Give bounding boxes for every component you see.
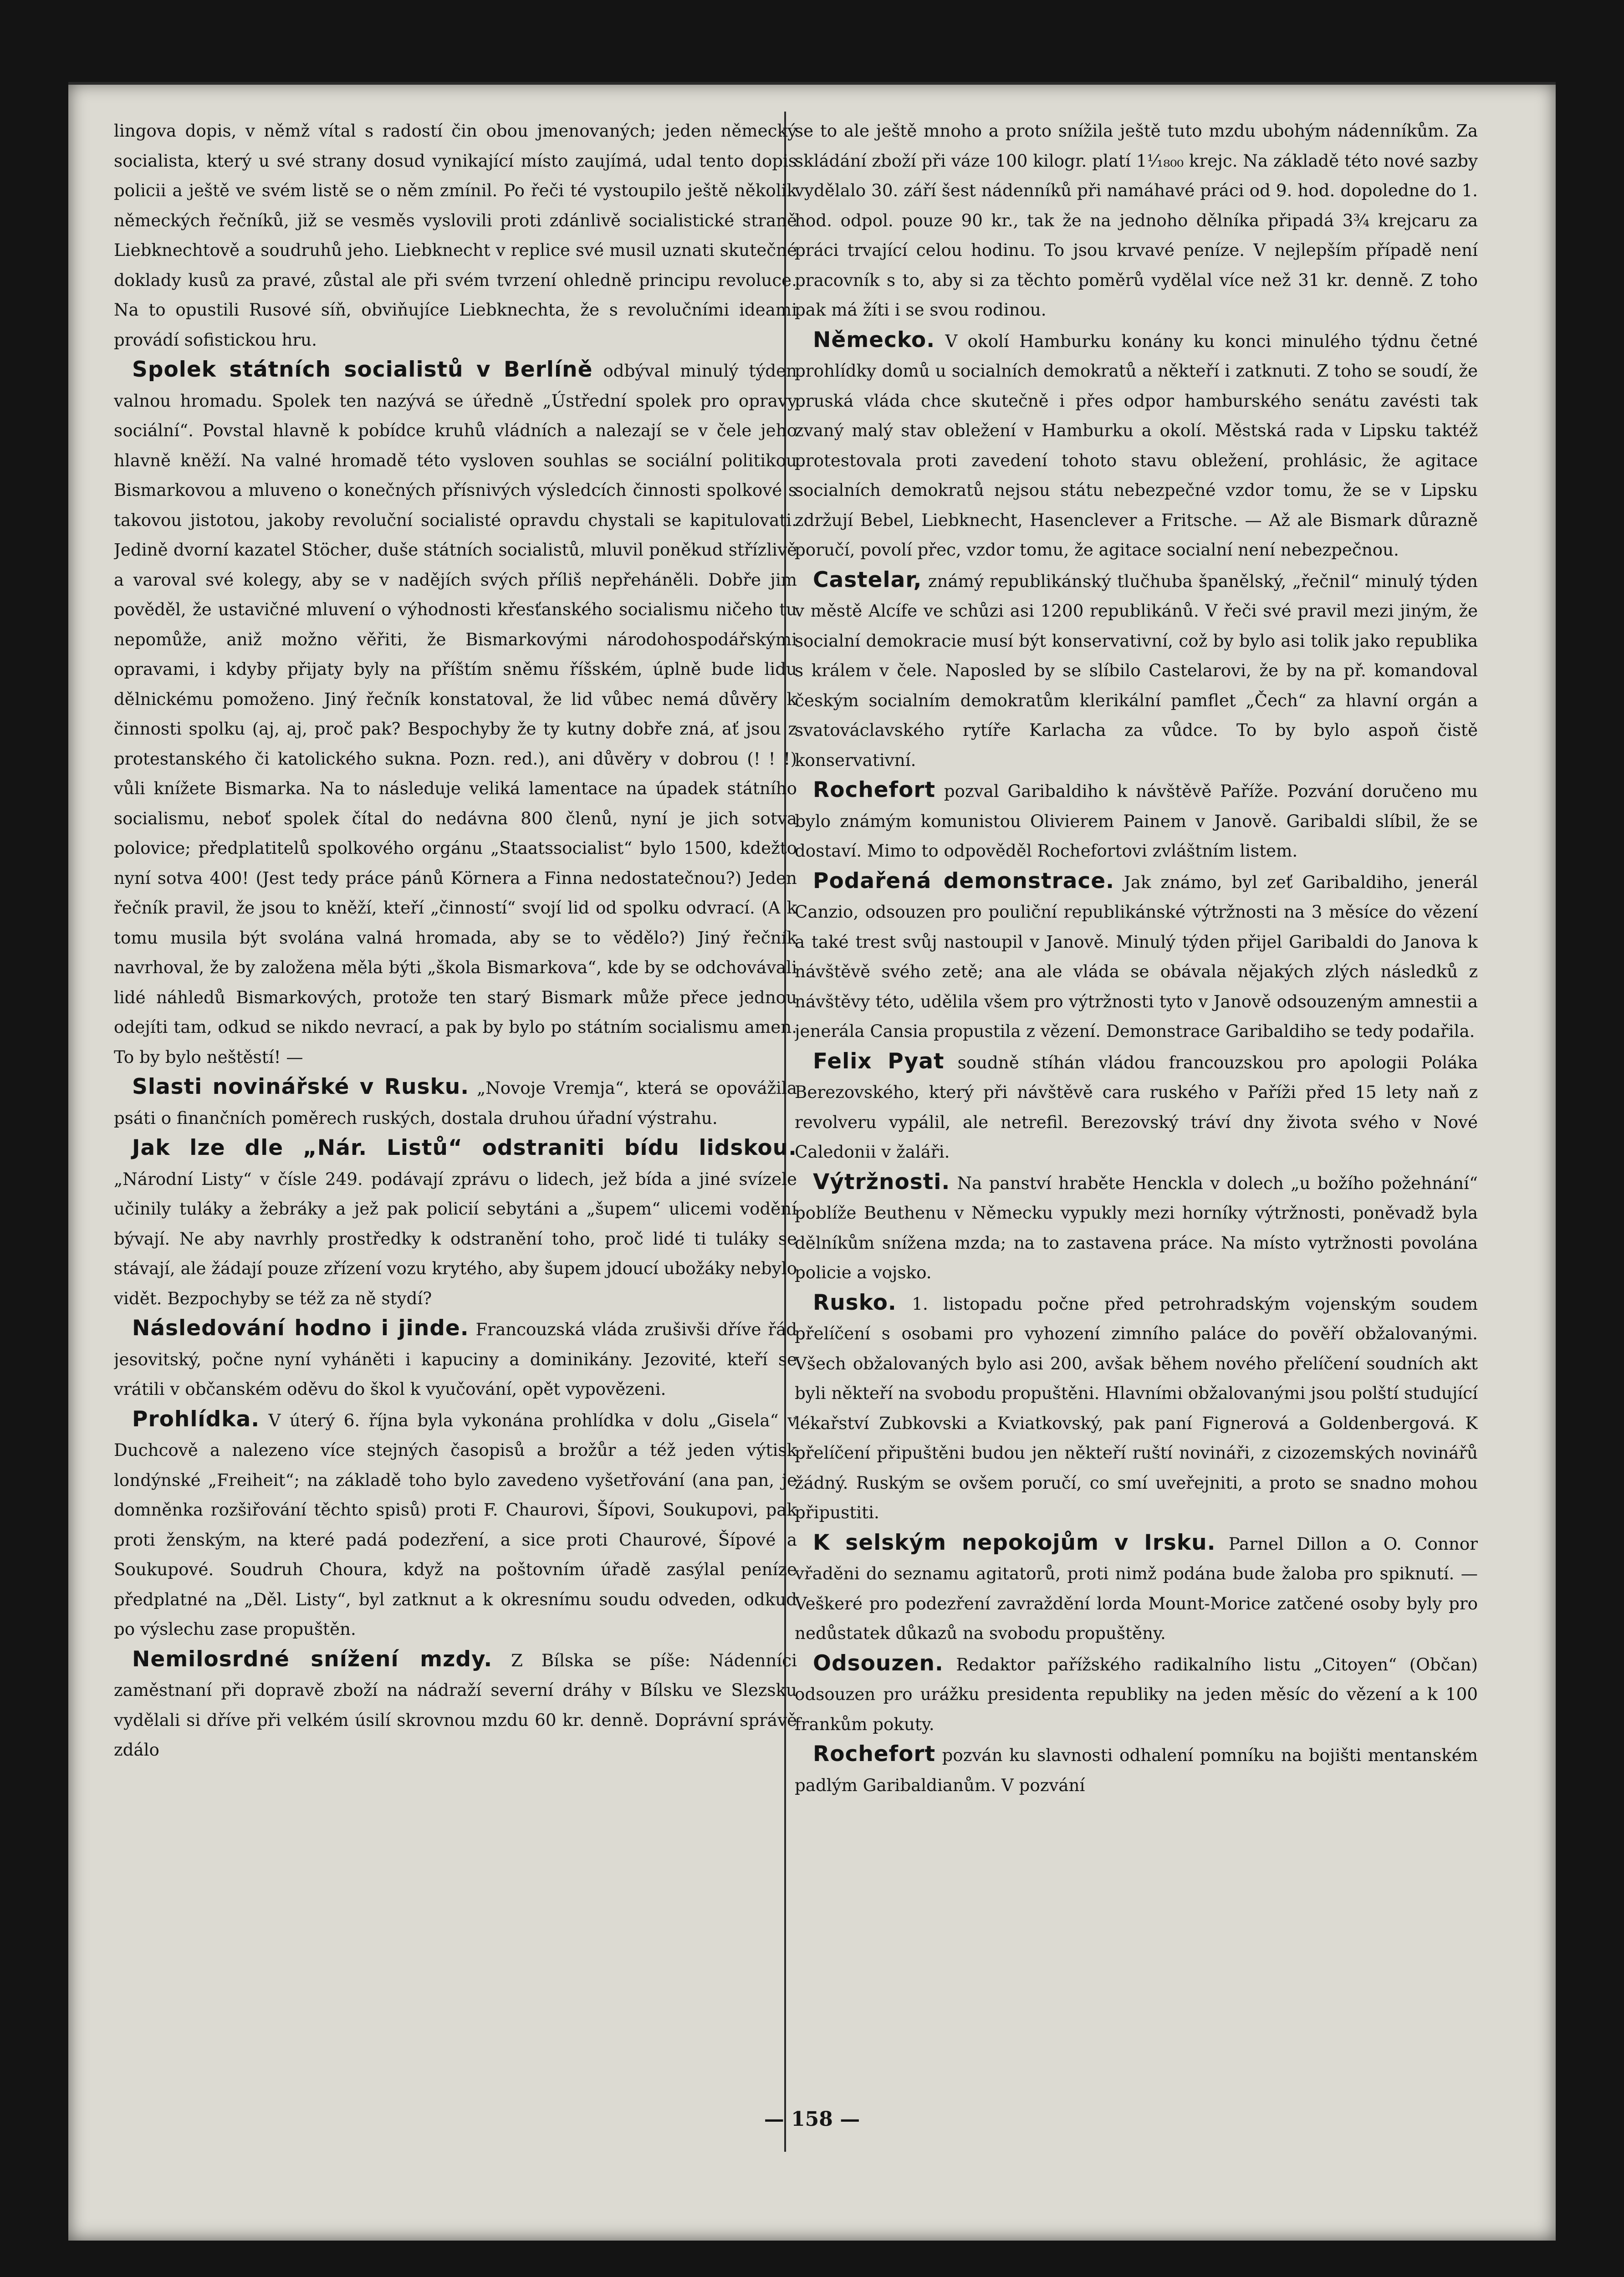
article-heading: Felix Pyat xyxy=(813,1048,945,1074)
article-paragraph xyxy=(795,1528,1478,1649)
article-text: V okolí Hamburku konány ku konci minulého týdnu četné prohlídky domů u socialních demokratů a někteří i zatknuti. Z toho se soudí, že pruská vláda chce skutečně i přes odpor hamburského senátu zavésti tak zvaný malý stav obležení v Hamburku a okolí. Městská rada v Lipsku taktéž protestovala proti zavedení tohoto stavu obležení, prohlásic, že agitace socialních demokratů nejsou státu nebezpečné vzdor tomu, že se v Lipsku zdržují Bebel, Liebknecht, Hasenclever a Fritsche. — Až ale Bismark důrazně poručí, povolí přec, vzdor tomu, že agitace socialní není nebezpečnou. xyxy=(795,331,1478,560)
article-paragraph xyxy=(114,1313,797,1404)
page-number: — 158 — xyxy=(764,2108,860,2131)
article-heading: Podařená demonstrace. xyxy=(813,868,1114,893)
article-heading: Rochefort xyxy=(813,777,936,802)
article-text: Z Bílska se píše: Nádenníci zaměstnaní při dopravě zboží na nádraží severní dráhy v Bílsku ve Slezsku vydělali si dříve při velkém úsilí skrovnou mzdu 60 kr. denně. Doprávní správě zdálo xyxy=(114,1650,797,1760)
article-paragraph xyxy=(795,1739,1478,1800)
article-paragraph xyxy=(795,1167,1478,1288)
article-heading: Výtržnosti. xyxy=(813,1169,950,1195)
article-paragraph xyxy=(114,116,797,355)
article-paragraph xyxy=(114,1133,797,1313)
article-text: V úterý 6. října byla vykonána prohlídka v dolu „Gisela“ v Duchcově a nalezeno více stejných časopisů a brožůr a též jeden výtisk londýnské „Freiheit“; na základě toho bylo zavedeno vyšetřování (ana pan, je domněnka rozšiřování těchto spisů) proti F. Chaurovi, Šípovi, Soukupovi, pak proti ženským, na které padá podezření, a sice proti Chaurové, Šípové a Soukupové. Soudruh Choura, když na poštovním úřadě zasýlal peníze předplatné na „Děl. Listy“, byl zatknut a k okresnímu soudu odveden, odkud po výslechu zase propuštěn. xyxy=(114,1410,797,1639)
article-heading: Následování hodno i jinde. xyxy=(132,1316,469,1341)
article-text: „Novoje Vremja“, která se opovážila psáti o finančních poměrech ruských, dostala druhou úřadní výstrahu. xyxy=(114,1078,797,1128)
article-text: odbýval minulý týden valnou hromadu. Spolek ten nazývá se úředně „Ústřední spolek pro opravy sociální“. Povstal hlavně k pobídce kruhů vládních a nalezají se v čele jeho hlavně kněží. Na valné hromadě této vysloven souhlas se sociální politikou Bismarkovou a mluveno o konečných přísnivých výsledcích činnosti spolkové s takovou jistotou, jakoby revoluční socialisté opravdu chystali se kapitulovati. Jedině dvorní kazatel Stöcher, duše státních socialistů, mluvil poněkud střízlivě a varoval své kolegy, aby se v nadějích svých příliš nepřeháněli. Dobře jim pověděl, že ustavičné mluvení o výhodnosti křesťanského socialismu ničeho tu nepomůže, aniž možno věřiti, že Bismarkovými národohospodářskými opravami, i kdyby přijaty byly na příštím sněmu říšském, úplně bude lidu dělnickému pomoženo. Jiný řečník konstatoval, že lid vůbec nemá důvěry k činnosti spolku (aj, aj, proč pak? Bespochyby že ty kutny dobře zná, ať jsou z protestanského či katolického sukna. Pozn. red.), ani důvěry v dobrou (! ! !) vůli knížete Bismarka. Na to následuje veliká lamentace na úpadek státního socialismu, neboť spolek čítal do nedávna 800 členů, nyní je jich sotva polovice; předplatitelů spolkového orgánu „Staatssocialist“ bylo 1500, kdežto nyní sotva 400! (Jest tedy práce pánů Körnera a Finna nedostatečnou?) Jeden řečník pravil, že jsou to kněží, kteří „činností“ svojí lid od spolku odvrací. (A k tomu musila být svolána valná hromada, aby se to vědělo?) Jiný řečník navrhoval, že by založena měla býti „škola Bismarkova“, kde by se odchovávali lidé náhledů Bismarkových, protože ten starý Bismark může přece jednou odejíti tam, odkud se nikdo nevrací, a pak by bylo po státním socialismu amen. To by bylo neštěstí! — xyxy=(114,361,797,1067)
article-heading: Odsouzen. xyxy=(813,1650,944,1676)
article-text: se to ale ještě mnoho a proto snížila ještě tuto mzdu ubohým nádenníkům. Za skládání zboží při váze 100 kilogr. platí 1⅟₁₈₀₀ krejc. Na základě této nové sazby vydělalo 30. září šest nádenníků při namáhavé práci od 9. hod. dopoledne do 1. hod. odpol. pouze 90 kr., tak že na jednoho dělníka připadá 3¾ krejcaru za práci trvající celou hodinu. To jsou krvavé peníze. V nejlepším případě není pracovník s to, aby si za těchto poměrů vydělal více než 31 kr. denně. Z toho pak má žíti i se svou rodinou. xyxy=(795,121,1478,320)
article-heading: Rochefort xyxy=(813,1741,936,1766)
article-heading: Německo. xyxy=(813,327,935,352)
article-text: Jak známo, byl zeť Garibaldiho, jenerál Canzio, odsouzen pro pouliční republikánské výtržnosti na 3 měsíce do vězení a také trest svůj nastoupil v Janově. Minulý týden přijel Garibaldi do Janova k návštěvě svého zetě; ana ale vláda se obávala nějakých zlých následků z návštěvy této, udělila všem pro výtržnosti tyto v Janově odsouzeným amnestii a jenerála Cansia propustila z vězení. Demonstrace Garibaldiho se tedy podařila. xyxy=(795,872,1478,1041)
article-text: známý republikánský tlučhuba španělský, „řečnil“ minulý týden v městě Alcífe ve schůzi asi 1200 republikánů. V řeči své pravil mezi jiným, že socialní demokracie musí být konservativní, což by bylo asi tolik jako republika s králem v čele. Naposled by se slíbilo Castelarovi, že by na př. komandoval českým socialním demokratům klerikální pamflet „Čech“ za hlavní orgán a svatováclavského rytíře Karlacha za vůdce. To by bylo aspoň čistě konservativní. xyxy=(795,571,1478,770)
article-paragraph xyxy=(795,775,1478,866)
article-paragraph xyxy=(114,1644,797,1765)
article-paragraph xyxy=(795,116,1478,325)
column-left xyxy=(114,116,797,2097)
article-paragraph xyxy=(795,565,1478,776)
column-right xyxy=(795,116,1478,2097)
article-heading: Slasti novinářské v Rusku. xyxy=(132,1074,470,1099)
article-paragraph xyxy=(795,325,1478,565)
article-text: lingova dopis, v němž vítal s radostí čin obou jmenovaných; jeden německý socialista, který u své strany dosud vynikající místo zaujímá, udal tento dopis policii a ještě ve svém listě se o něm zmínil. Po řeči té vystoupilo ještě několik německých řečníků, již se vesměs vyslovili proti zdánlivě socialistické straně Liebknechtově a soudruhů jeho. Liebknecht v replice své musil uznati skutečné doklady kusů za pravé, zůstal ale při svém tvrzení ohledně principu revoluce. Na to opustili Rusové síň, obviňujíce Liebknechta, že s revolučními ideami provádí sofistickou hru. xyxy=(114,121,797,350)
article-heading: Castelar, xyxy=(813,567,922,592)
article-paragraph xyxy=(795,866,1478,1047)
article-text: Francouzská vláda zrušivši dříve řád jesovitský, počne nyní vyháněti i kapuciny a dominikány. Jezovité, kteří se vrátili v občanském oděvu do škol k vyučování, opět vypovězeni. xyxy=(114,1319,797,1399)
article-paragraph xyxy=(114,355,797,1072)
article-paragraph xyxy=(114,1072,797,1133)
article-paragraph xyxy=(795,1288,1478,1528)
article-heading: Rusko. xyxy=(813,1290,897,1315)
article-text: Na panství hraběte Henckla v dolech „u božího požehnání“ poblíže Beuthenu v Německu vypukly mezi horníky výtržnosti, poněvadž byla dělníkům snížena mzda; na to zastavena práce. Na místo vytržnosti povolána policie a vojsko. xyxy=(795,1173,1478,1282)
article-heading: Spolek státních socialistů v Berlíně xyxy=(132,357,593,382)
article-text: „Národní Listy“ v čísle 249. podávají zprávu o lidech, jež bída a jiné svízele učinily tuláky a žebráky a jež pak policií sebytáni a „šupem“ ulicemi vodění bývají. Ne aby navrhly prostředky k odstranění toho, proč lidé ti tuláky se stávají, ale žádají pouze zřízení vozu krytého, aby šupem jdoucí ubožáky nebylo vidět. Bezpochyby se též za ně stydí? xyxy=(114,1169,797,1308)
article-heading: Jak lze dle „Nár. Listů“ odstraniti bídu lidskou. xyxy=(132,1135,797,1160)
article-paragraph xyxy=(795,1649,1478,1740)
article-text: 1. listopadu počne před petrohradským vojenským soudem přelíčení s osobami pro vyhození zimního paláce do pověří obžalovanými. Všech obžalovaných bylo asi 200, avšak během nového přelíčení soudních akt byli někteří na svobodu propuštěni. Hlavními obžalovanými jsou polští studující lékařství Zubkovski a Kviatkovský, pak paní Fignerová a Goldenbergová. K přelíčení připuštěni budou jen někteří ruští novináři, z cizozemských novinářů žádný. Ruským se ovšem poručí, co smí uveřejniti, a proto se snadno mohou připustiti. xyxy=(795,1293,1478,1522)
article-text: soudně stíhán vládou francouzskou pro apologii Poláka Berezovského, který při návštěvě cara ruského v Paříži před 15 lety naň z revolveru vypálil, ale netrefil. Berezovský tráví dny života svého v Nové Caledonii v žaláři. xyxy=(795,1052,1478,1162)
top-border xyxy=(68,82,1556,85)
article-heading: Prohlídka. xyxy=(132,1406,260,1432)
article-heading: K selským nepokojům v Irsku. xyxy=(813,1530,1216,1555)
article-text: pozval Garibaldiho k návštěvě Paříže. Pozvání doručeno mu bylo známým komunistou Olivierem Painem v Janově. Garibaldi slíbil, že se dostaví. Mimo to odpověděl Rochefortovi zvláštním listem. xyxy=(795,781,1478,861)
article-paragraph xyxy=(114,1404,797,1644)
article-text: Parnel Dillon a O. Connor vřaděni do seznamu agitatorů, proti nimž podána bude žaloba pro spiknutí. — Veškeré pro podezření zavraždění lorda Mount-Morice zatčené osoby byly pro nedůstatek důkazů na svobodu propuštěny. xyxy=(795,1533,1478,1643)
article-heading: Nemilosrdné snížení mzdy. xyxy=(132,1646,493,1672)
article-paragraph xyxy=(795,1047,1478,1167)
article-text: Redaktor pařížského radikalního listu „Citoyen“ (Občan) odsouzen pro urážku presidenta republiky na jeden měsíc do vězení a k 100 frankům pokuty. xyxy=(795,1654,1478,1734)
article-text: pozván ku slavnosti odhalení pomníku na bojišti mentanském padlým Garibaldianům. V pozvání xyxy=(795,1745,1478,1795)
